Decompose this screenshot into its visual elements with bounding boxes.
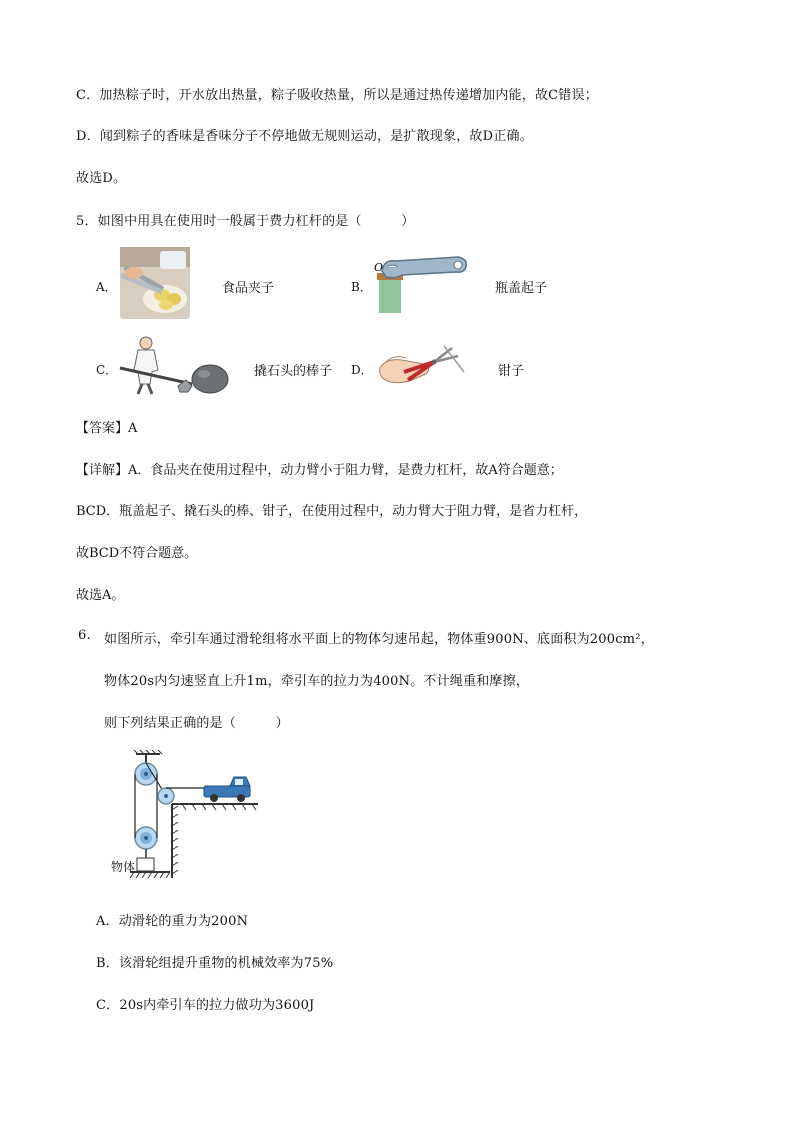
pivot-label: O bbox=[374, 261, 384, 274]
q5-answer: 【答案】A bbox=[76, 421, 138, 436]
q5-option-b-letter: B． bbox=[351, 280, 372, 294]
q5-option-d-label: 钳子 bbox=[498, 364, 525, 379]
q5-option-b-label: 瓶盖起子 bbox=[495, 281, 548, 296]
q5-option-a-letter: A． bbox=[96, 280, 117, 294]
q5-stem: 5．如图中用具在使用时一般属于费力杠杆的是（ ） bbox=[76, 214, 415, 229]
tow-truck bbox=[204, 777, 250, 802]
q6-option-b: B．该滑轮组提升重物的机械效率为75% bbox=[96, 956, 334, 971]
q5-option-d-letter: D． bbox=[351, 363, 373, 377]
q5-option-a-label: 食品夹子 bbox=[222, 281, 275, 296]
q6-stem-2: 物体20s内匀速竖直上升1m，牵引车的拉力为400N。不计绳重和摩擦， bbox=[104, 674, 529, 689]
q6-number: 6. bbox=[78, 628, 91, 643]
option-d-text: D．闻到粽子的香味是香味分子不停地做无规则运动，是扩散现象，故D正确。 bbox=[76, 129, 533, 144]
food-tongs-photo bbox=[120, 247, 190, 319]
q5-detail-3: 故BCD不符合题意。 bbox=[76, 546, 198, 561]
object-label: 物体 bbox=[111, 860, 136, 874]
q6-stem-3: 则下列结果正确的是（ ） bbox=[104, 716, 289, 731]
pliers-in-hand bbox=[372, 338, 470, 394]
option-c-text: C．加热粽子时，开水放出热量，粽子吸收热量，所以是通过热传递增加内能，故C错误； bbox=[76, 88, 598, 103]
choose-answer-prev: 故选D。 bbox=[76, 171, 127, 186]
man-prying-rock bbox=[116, 334, 234, 398]
q5-option-c-label: 撬石头的棒子 bbox=[254, 364, 333, 379]
bottle-opener-diagram bbox=[372, 255, 470, 313]
q5-choose: 故选A。 bbox=[76, 588, 125, 603]
q5-detail-2: BCD．瓶盖起子、撬石头的棒、钳子，在使用过程中，动力臂大于阻力臂，是省力杠杆， bbox=[76, 504, 588, 519]
q5-option-c-letter: C． bbox=[96, 363, 118, 377]
q6-stem-1: 如图所示，牵引车通过滑轮组将水平面上的物体匀速吊起，物体重900N、底面积为200cm²， bbox=[104, 632, 654, 647]
q6-option-a: A．动滑轮的重力为200N bbox=[96, 914, 249, 929]
q6-option-c: C．20s内牵引车的拉力做功为3600J bbox=[96, 998, 315, 1013]
q5-detail-1: 【详解】A．食品夹在使用过程中，动力臂小于阻力臂，是费力杠杆，故A符合题意； bbox=[76, 463, 563, 478]
